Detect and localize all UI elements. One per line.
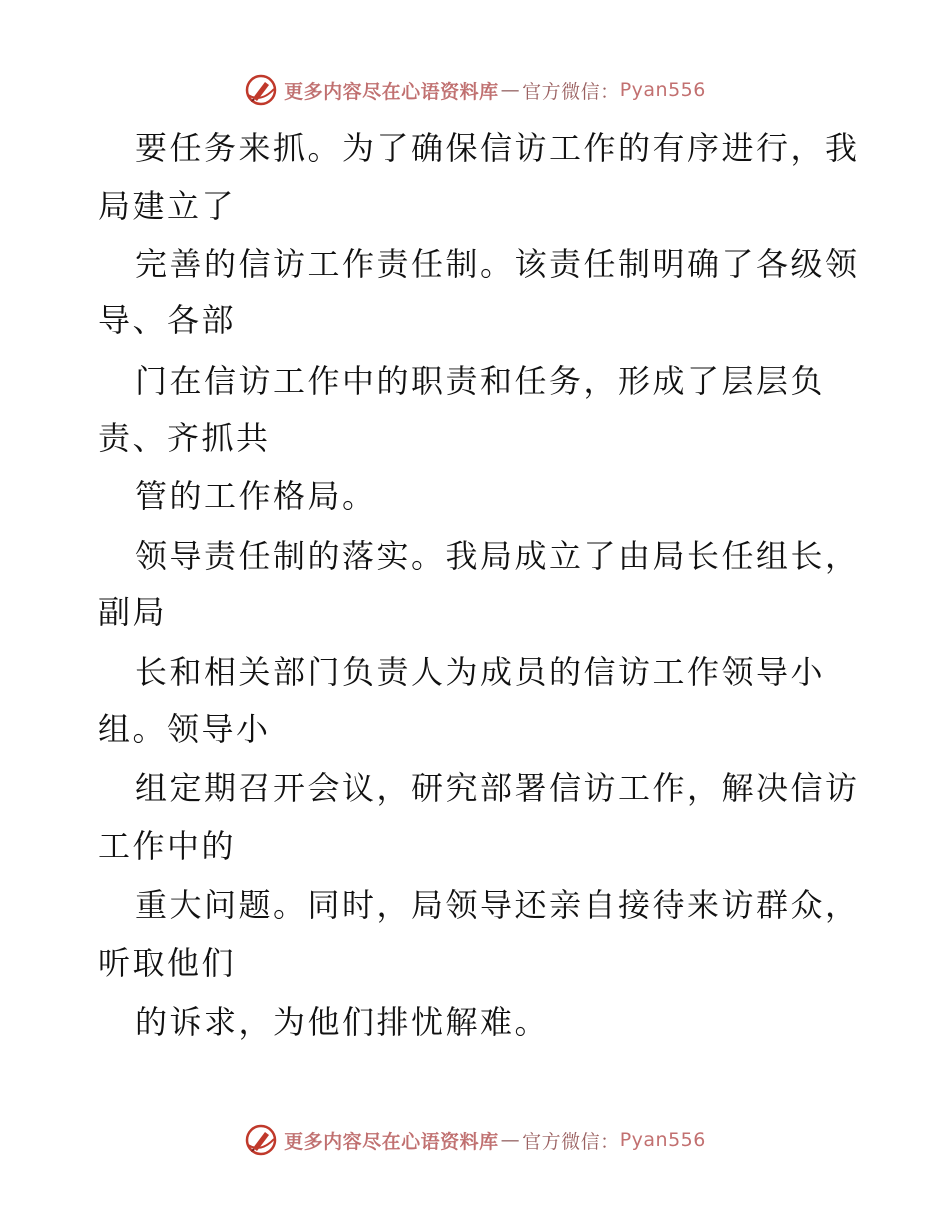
body-line: 导、各部: [98, 301, 237, 339]
body-line: 组。领导小: [98, 710, 271, 748]
pen-logo-icon: [244, 1123, 278, 1157]
body-line: 重大问题。同时，局领导还亲自接待来访群众，: [135, 886, 860, 924]
footer-brand: 更多内容尽在心语资料库: [284, 1130, 499, 1153]
footer-separator: —: [500, 1129, 521, 1151]
body-line: 领导责任制的落实。我局成立了由局长任组长，: [135, 537, 860, 575]
body-line: 长和相关部门负责人为成员的信访工作领导小: [135, 653, 826, 691]
body-line: 责、齐抓共: [98, 419, 271, 457]
header-brand: 更多内容尽在心语资料库: [284, 80, 499, 103]
body-line: 副局: [98, 593, 168, 631]
body-line: 听取他们: [98, 944, 237, 982]
body-line: 组定期召开会议，研究部署信访工作，解决信访: [135, 769, 860, 807]
body-line: 工作中的: [98, 827, 237, 865]
pen-logo-icon: [244, 73, 278, 107]
header-banner: [0, 70, 950, 110]
body-line: 完善的信访工作责任制。该责任制明确了各级领: [135, 245, 860, 283]
footer-official-label: 官方微信：: [522, 1130, 620, 1153]
header-official-label: 官方微信：: [522, 80, 620, 103]
body-line: 管的工作格局。: [135, 477, 377, 515]
body-line: 局建立了: [98, 187, 237, 225]
body-line: 的诉求，为他们排忧解难。: [135, 1003, 550, 1041]
body-line: 要任务来抓。为了确保信访工作的有序进行，我: [135, 129, 860, 167]
body-line: 门在信访工作中的职责和任务，形成了层层负: [135, 362, 826, 400]
header-banner-text: [284, 77, 706, 104]
footer-handle: Pyan556: [619, 1129, 706, 1151]
header-separator: —: [500, 79, 521, 101]
footer-banner: [0, 1120, 950, 1160]
footer-banner-text: [284, 1127, 706, 1154]
header-handle: Pyan556: [619, 79, 706, 101]
